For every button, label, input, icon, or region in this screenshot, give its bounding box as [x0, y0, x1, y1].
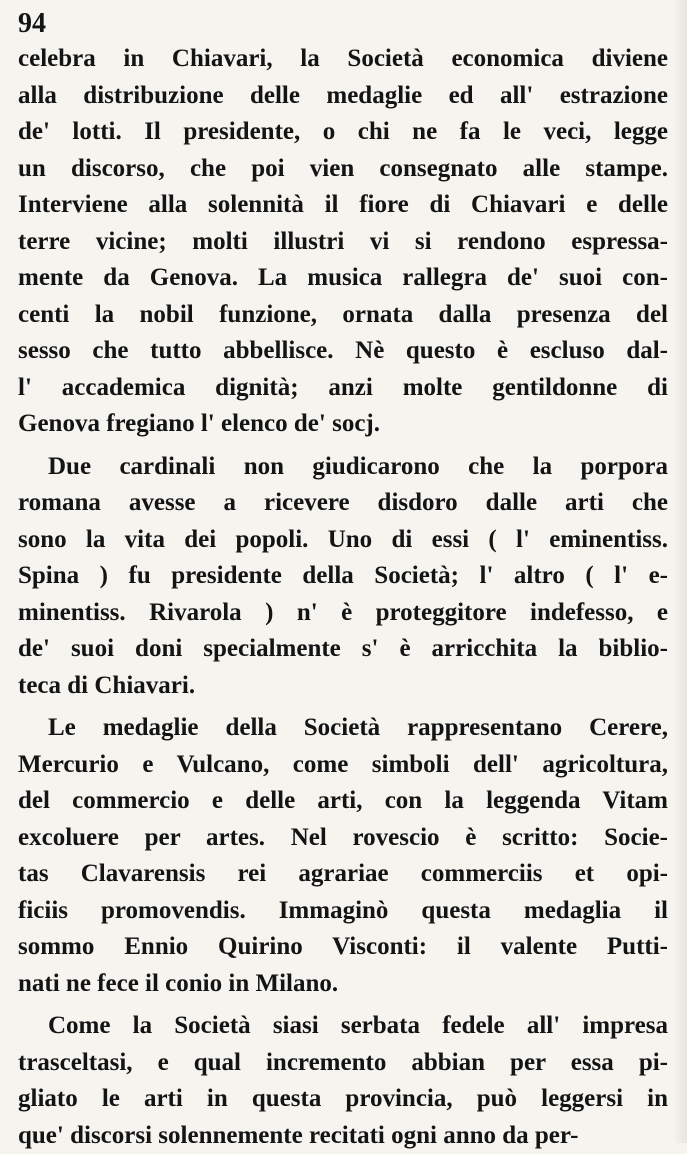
text-line: nati ne fece il conio in Milano. — [18, 966, 668, 1003]
paragraph — [18, 449, 668, 705]
page-edge-shadow — [673, 0, 687, 1143]
text-line: Due cardinali non giudicarono che la porpora — [18, 449, 668, 486]
paragraph — [18, 41, 668, 443]
text-line: Genova fregiano l' elenco de' socj. — [18, 406, 668, 443]
text-line: Interviene alla solennità il fiore di Chiavari e delle — [18, 187, 668, 224]
text-line: trasceltasi, e qual incremento abbian per essa pi- — [18, 1045, 668, 1082]
text-line: Come la Società siasi serbata fedele all' impresa — [18, 1008, 668, 1045]
text-line: gliato le arti in questa provincia, può leggersi in — [18, 1081, 668, 1118]
text-line: sesso che tutto abbellisce. Nè questo è escluso dal- — [18, 333, 668, 370]
paragraph — [18, 1008, 668, 1154]
text-line: romana avesse a ricevere disdoro dalle arti che — [18, 485, 668, 522]
text-line: l' accademica dignità; anzi molte gentildonne di — [18, 370, 668, 407]
text-line: minentiss. Rivarola ) n' è proteggitore indefesso, e — [18, 595, 668, 632]
text-line: sommo Ennio Quirino Visconti: il valente Putti- — [18, 929, 668, 966]
text-line: ficiis promovendis. Immaginò questa medaglia il — [18, 893, 668, 930]
text-line: de' lotti. Il presidente, o chi ne fa le veci, legge — [18, 114, 668, 151]
text-line: mente da Genova. La musica rallegra de' suoi con- — [18, 260, 668, 297]
text-line: que' discorsi solennemente recitati ogni anno da per- — [18, 1118, 668, 1154]
text-line: alla distribuzione delle medaglie ed all' estrazione — [18, 78, 668, 115]
text-line: del commercio e delle arti, con la leggenda Vitam — [18, 783, 668, 820]
text-line: teca di Chiavari. — [18, 668, 668, 705]
text-line: sono la vita dei popoli. Uno di essi ( l' eminentiss. — [18, 522, 668, 559]
text-line: un discorso, che poi vien consegnato alle stampe. — [18, 151, 668, 188]
paragraph — [18, 710, 668, 1002]
body-text — [18, 41, 668, 1154]
text-line: Le medaglie della Società rappresentano Cerere, — [18, 710, 668, 747]
page-number: 94 — [18, 10, 46, 38]
text-line: celebra in Chiavari, la Società economica diviene — [18, 41, 668, 78]
text-line: excoluere per artes. Nel rovescio è scritto: Socie- — [18, 820, 668, 857]
text-line: Mercurio e Vulcano, come simboli dell' agricoltura, — [18, 747, 668, 784]
text-line: centi la nobil funzione, ornata dalla presenza del — [18, 297, 668, 334]
text-line: tas Clavarensis rei agrariae commerciis et opi- — [18, 856, 668, 893]
text-line: terre vicine; molti illustri vi si rendono espressa- — [18, 224, 668, 261]
text-line: Spina ) fu presidente della Società; l' altro ( l' e- — [18, 558, 668, 595]
text-line: de' suoi doni specialmente s' è arricchita la biblio- — [18, 631, 668, 668]
